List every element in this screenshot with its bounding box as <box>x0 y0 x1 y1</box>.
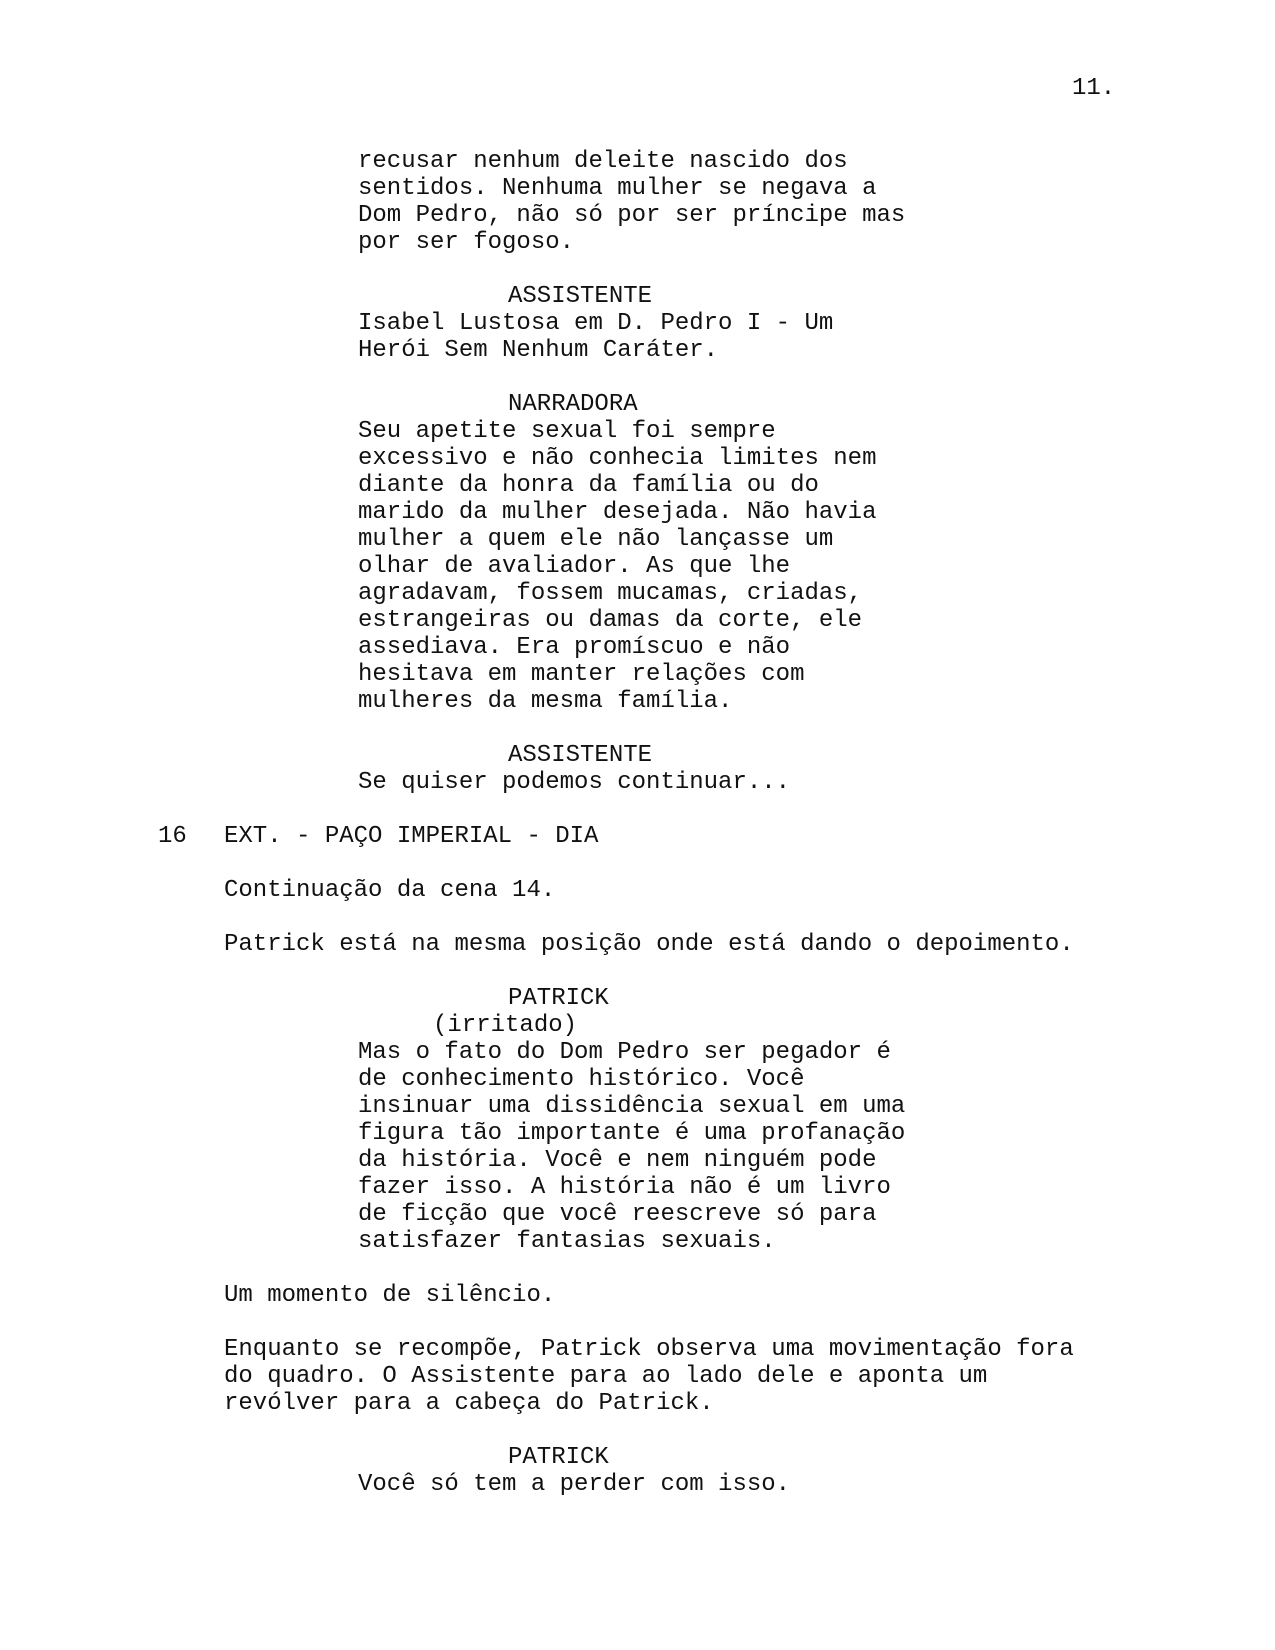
dialogue-line: da história. Você e nem ninguém pode <box>358 1147 877 1174</box>
dialogue-line: agradavam, fossem mucamas, criadas, <box>358 580 863 607</box>
dialogue-line: de ficção que você reescreve só para <box>358 1201 877 1228</box>
dialogue-line: fazer isso. A história não é um livro <box>358 1174 891 1201</box>
dialogue-line: Seu apetite sexual foi sempre <box>358 418 776 445</box>
character-name: ASSISTENTE <box>508 742 653 769</box>
character-name: PATRICK <box>508 1444 609 1471</box>
dialogue-line: excessivo e não conhecia limites nem <box>358 445 877 472</box>
dialogue-line: Isabel Lustosa em D. Pedro I - Um <box>358 310 834 337</box>
dialogue-line: marido da mulher desejada. Não havia <box>358 499 877 526</box>
dialogue-line: sentidos. Nenhuma mulher se negava a <box>358 175 877 202</box>
page-number: 11. <box>1072 75 1116 102</box>
dialogue-line: de conhecimento histórico. Você <box>358 1066 805 1093</box>
action-line: Continuação da cena 14. <box>224 877 556 904</box>
dialogue-line: diante da honra da família ou do <box>358 472 819 499</box>
dialogue-line: hesitava em manter relações com <box>358 661 805 688</box>
dialogue-line: Herói Sem Nenhum Caráter. <box>358 337 719 364</box>
action-line: Um momento de silêncio. <box>224 1282 556 1309</box>
dialogue-line: Mas o fato do Dom Pedro ser pegador é <box>358 1039 891 1066</box>
dialogue-line: Se quiser podemos continuar... <box>358 769 791 796</box>
scene-number: 16 <box>158 823 187 850</box>
character-name: NARRADORA <box>508 391 638 418</box>
dialogue-line: Você só tem a perder com isso. <box>358 1471 791 1498</box>
dialogue-line: figura tão importante é uma profanação <box>358 1120 906 1147</box>
dialogue-line: mulheres da mesma família. <box>358 688 733 715</box>
dialogue-line: assediava. Era promíscuo e não <box>358 634 791 661</box>
scene-heading: EXT. - PAÇO IMPERIAL - DIA <box>224 823 599 850</box>
dialogue-line: mulher a quem ele não lançasse um <box>358 526 834 553</box>
action-line: revólver para a cabeça do Patrick. <box>224 1390 714 1417</box>
dialogue-line: satisfazer fantasias sexuais. <box>358 1228 776 1255</box>
dialogue-line: por ser fogoso. <box>358 229 575 256</box>
action-line: Enquanto se recompõe, Patrick observa uma movimentação fora <box>224 1336 1074 1363</box>
action-line: Patrick está na mesma posição onde está dando o depoimento. <box>224 931 1074 958</box>
dialogue-line: Dom Pedro, não só por ser príncipe mas <box>358 202 906 229</box>
dialogue-line: estrangeiras ou damas da corte, ele <box>358 607 863 634</box>
dialogue-line: insinuar uma dissidência sexual em uma <box>358 1093 906 1120</box>
parenthetical: (irritado) <box>433 1012 578 1039</box>
dialogue-line: olhar de avaliador. As que lhe <box>358 553 791 580</box>
action-line: do quadro. O Assistente para ao lado dele e aponta um <box>224 1363 988 1390</box>
character-name: PATRICK <box>508 985 609 1012</box>
dialogue-line: recusar nenhum deleite nascido dos <box>358 148 848 175</box>
character-name: ASSISTENTE <box>508 283 653 310</box>
